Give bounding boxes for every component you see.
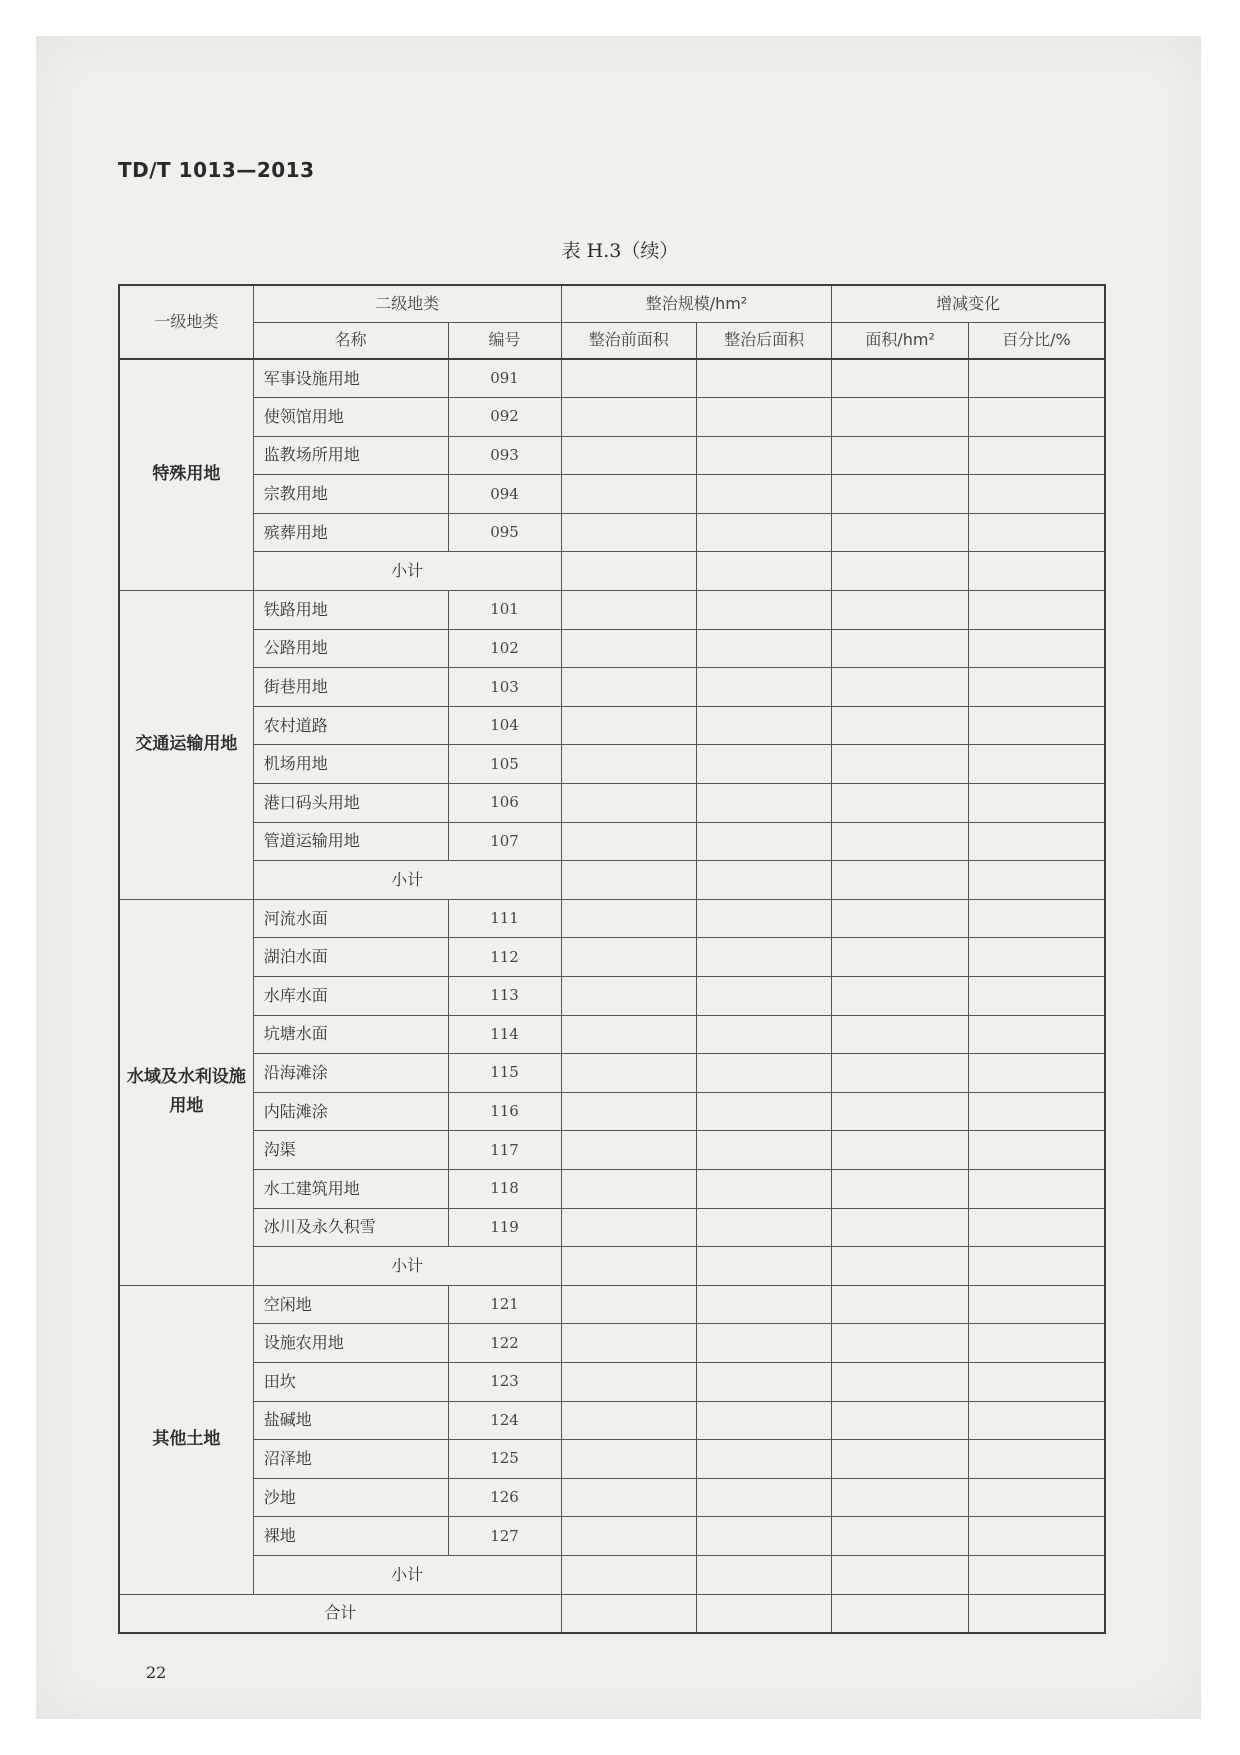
after-area-cell <box>696 1092 831 1131</box>
change-area-cell <box>832 591 969 630</box>
after-area-cell <box>696 1054 831 1093</box>
header-change-area: 面积/hm² <box>832 322 969 359</box>
before-area-cell <box>561 1247 696 1286</box>
change-percent-cell <box>968 1054 1105 1093</box>
change-percent-cell <box>968 629 1105 668</box>
land-name-cell: 裸地 <box>253 1517 448 1556</box>
subtotal-label: 小计 <box>253 1555 561 1594</box>
after-area-cell <box>696 938 831 977</box>
after-area-cell <box>696 1594 831 1633</box>
before-area-cell <box>561 1324 696 1363</box>
table-row <box>119 591 1105 630</box>
after-area-cell <box>696 475 831 514</box>
change-percent-cell <box>968 706 1105 745</box>
before-area-cell <box>561 1131 696 1170</box>
after-area-cell <box>696 1555 831 1594</box>
land-name-cell: 水库水面 <box>253 977 448 1016</box>
header-name: 名称 <box>253 322 448 359</box>
change-percent-cell <box>968 938 1105 977</box>
land-code-cell: 105 <box>448 745 561 784</box>
land-code-cell: 091 <box>448 359 561 398</box>
before-area-cell <box>561 1054 696 1093</box>
land-code-cell: 118 <box>448 1169 561 1208</box>
land-code-cell: 093 <box>448 436 561 475</box>
change-area-cell <box>832 899 969 938</box>
after-area-cell <box>696 1517 831 1556</box>
before-area-cell <box>561 1555 696 1594</box>
before-area-cell <box>561 784 696 823</box>
land-name-cell: 水工建筑用地 <box>253 1169 448 1208</box>
table-row <box>119 475 1105 514</box>
table-row <box>119 359 1105 398</box>
table-row <box>119 1054 1105 1093</box>
after-area-cell <box>696 1285 831 1324</box>
change-area-cell <box>832 977 969 1016</box>
land-name-cell: 机场用地 <box>253 745 448 784</box>
change-percent-cell <box>968 398 1105 437</box>
total-row <box>119 1594 1105 1633</box>
land-name-cell: 公路用地 <box>253 629 448 668</box>
header-row-2 <box>119 322 1105 359</box>
change-percent-cell <box>968 1092 1105 1131</box>
land-name-cell: 铁路用地 <box>253 591 448 630</box>
land-code-cell: 126 <box>448 1478 561 1517</box>
before-area-cell <box>561 398 696 437</box>
after-area-cell <box>696 1131 831 1170</box>
change-percent-cell <box>968 977 1105 1016</box>
land-name-cell: 坑塘水面 <box>253 1015 448 1054</box>
table-row <box>119 1362 1105 1401</box>
change-percent-cell <box>968 1015 1105 1054</box>
category-cell: 交通运输用地 <box>119 591 253 900</box>
after-area-cell <box>696 706 831 745</box>
land-code-cell: 106 <box>448 784 561 823</box>
change-area-cell <box>832 1517 969 1556</box>
header-before-area: 整治前面积 <box>561 322 696 359</box>
after-area-cell <box>696 822 831 861</box>
before-area-cell <box>561 359 696 398</box>
change-area-cell <box>832 706 969 745</box>
change-area-cell <box>832 1440 969 1479</box>
before-area-cell <box>561 1092 696 1131</box>
land-code-cell: 122 <box>448 1324 561 1363</box>
land-code-cell: 092 <box>448 398 561 437</box>
change-area-cell <box>832 745 969 784</box>
after-area-cell <box>696 629 831 668</box>
change-percent-cell <box>968 1517 1105 1556</box>
before-area-cell <box>561 475 696 514</box>
table-row <box>119 436 1105 475</box>
after-area-cell <box>696 1440 831 1479</box>
before-area-cell <box>561 1478 696 1517</box>
land-name-cell: 田坎 <box>253 1362 448 1401</box>
subtotal-row <box>119 552 1105 591</box>
change-area-cell <box>832 398 969 437</box>
after-area-cell <box>696 668 831 707</box>
change-percent-cell <box>968 1131 1105 1170</box>
after-area-cell <box>696 591 831 630</box>
header-level1: 一级地类 <box>119 285 253 359</box>
after-area-cell <box>696 1169 831 1208</box>
after-area-cell <box>696 1401 831 1440</box>
page-number: 22 <box>146 1663 167 1682</box>
table-row <box>119 398 1105 437</box>
subtotal-label: 小计 <box>253 1247 561 1286</box>
subtotal-label: 小计 <box>253 552 561 591</box>
change-percent-cell <box>968 1440 1105 1479</box>
land-code-cell: 119 <box>448 1208 561 1247</box>
before-area-cell <box>561 1594 696 1633</box>
table-row <box>119 1131 1105 1170</box>
table-row <box>119 745 1105 784</box>
after-area-cell <box>696 513 831 552</box>
change-area-cell <box>832 1594 969 1633</box>
land-use-table <box>118 284 1106 1634</box>
table-row <box>119 1015 1105 1054</box>
land-name-cell: 湖泊水面 <box>253 938 448 977</box>
before-area-cell <box>561 899 696 938</box>
change-percent-cell <box>968 1594 1105 1633</box>
change-area-cell <box>832 822 969 861</box>
change-percent-cell <box>968 1324 1105 1363</box>
change-percent-cell <box>968 1247 1105 1286</box>
change-percent-cell <box>968 745 1105 784</box>
after-area-cell <box>696 861 831 900</box>
change-area-cell <box>832 668 969 707</box>
table-row <box>119 1478 1105 1517</box>
change-area-cell <box>832 1247 969 1286</box>
land-code-cell: 125 <box>448 1440 561 1479</box>
change-area-cell <box>832 359 969 398</box>
subtotal-label: 小计 <box>253 861 561 900</box>
before-area-cell <box>561 1401 696 1440</box>
change-area-cell <box>832 1285 969 1324</box>
land-code-cell: 104 <box>448 706 561 745</box>
land-code-cell: 115 <box>448 1054 561 1093</box>
category-cell: 特殊用地 <box>119 359 253 591</box>
before-area-cell <box>561 1285 696 1324</box>
change-area-cell <box>832 861 969 900</box>
land-code-cell: 116 <box>448 1092 561 1131</box>
header-scale: 整治规模/hm² <box>561 285 832 322</box>
change-area-cell <box>832 1478 969 1517</box>
after-area-cell <box>696 552 831 591</box>
after-area-cell <box>696 359 831 398</box>
change-area-cell <box>832 784 969 823</box>
change-percent-cell <box>968 784 1105 823</box>
before-area-cell <box>561 861 696 900</box>
table-row <box>119 1324 1105 1363</box>
change-area-cell <box>832 1555 969 1594</box>
land-code-cell: 107 <box>448 822 561 861</box>
land-code-cell: 117 <box>448 1131 561 1170</box>
land-name-cell: 空闲地 <box>253 1285 448 1324</box>
category-cell: 其他土地 <box>119 1285 253 1594</box>
table-row <box>119 1401 1105 1440</box>
land-name-cell: 内陆滩涂 <box>253 1092 448 1131</box>
change-area-cell <box>832 1015 969 1054</box>
land-code-cell: 111 <box>448 899 561 938</box>
header-level2: 二级地类 <box>253 285 561 322</box>
land-name-cell: 沟渠 <box>253 1131 448 1170</box>
before-area-cell <box>561 1362 696 1401</box>
table-row <box>119 629 1105 668</box>
header-after-area: 整治后面积 <box>696 322 831 359</box>
table-row <box>119 784 1105 823</box>
change-area-cell <box>832 436 969 475</box>
change-percent-cell <box>968 899 1105 938</box>
land-name-cell: 农村道路 <box>253 706 448 745</box>
change-area-cell <box>832 1208 969 1247</box>
land-name-cell: 殡葬用地 <box>253 513 448 552</box>
land-name-cell: 沙地 <box>253 1478 448 1517</box>
table-row <box>119 1285 1105 1324</box>
after-area-cell <box>696 899 831 938</box>
after-area-cell <box>696 398 831 437</box>
change-percent-cell <box>968 359 1105 398</box>
land-code-cell: 095 <box>448 513 561 552</box>
change-percent-cell <box>968 1555 1105 1594</box>
before-area-cell <box>561 1015 696 1054</box>
change-area-cell <box>832 1324 969 1363</box>
before-area-cell <box>561 436 696 475</box>
table-row <box>119 1440 1105 1479</box>
change-percent-cell <box>968 1478 1105 1517</box>
land-name-cell: 宗教用地 <box>253 475 448 514</box>
change-area-cell <box>832 1362 969 1401</box>
land-code-cell: 121 <box>448 1285 561 1324</box>
change-area-cell <box>832 552 969 591</box>
table-row <box>119 938 1105 977</box>
before-area-cell <box>561 552 696 591</box>
land-code-cell: 094 <box>448 475 561 514</box>
change-area-cell <box>832 513 969 552</box>
before-area-cell <box>561 1517 696 1556</box>
land-code-cell: 113 <box>448 977 561 1016</box>
change-area-cell <box>832 938 969 977</box>
before-area-cell <box>561 513 696 552</box>
change-area-cell <box>832 629 969 668</box>
change-area-cell <box>832 1092 969 1131</box>
land-name-cell: 使领馆用地 <box>253 398 448 437</box>
change-area-cell <box>832 1169 969 1208</box>
after-area-cell <box>696 1478 831 1517</box>
after-area-cell <box>696 977 831 1016</box>
land-name-cell: 冰川及永久积雪 <box>253 1208 448 1247</box>
change-percent-cell <box>968 1169 1105 1208</box>
table-row <box>119 668 1105 707</box>
table-row <box>119 1169 1105 1208</box>
change-percent-cell <box>968 591 1105 630</box>
table-row <box>119 1208 1105 1247</box>
before-area-cell <box>561 1208 696 1247</box>
table-title: 表 H.3（续） <box>561 240 679 262</box>
table-body <box>119 359 1105 1633</box>
table-row <box>119 822 1105 861</box>
table-row <box>119 1517 1105 1556</box>
change-area-cell <box>832 1054 969 1093</box>
header-code: 编号 <box>448 322 561 359</box>
table-row <box>119 899 1105 938</box>
before-area-cell <box>561 938 696 977</box>
after-area-cell <box>696 745 831 784</box>
change-area-cell <box>832 1131 969 1170</box>
change-percent-cell <box>968 1362 1105 1401</box>
land-code-cell: 124 <box>448 1401 561 1440</box>
total-label: 合计 <box>119 1594 561 1633</box>
land-name-cell: 设施农用地 <box>253 1324 448 1363</box>
table-row <box>119 977 1105 1016</box>
land-name-cell: 军事设施用地 <box>253 359 448 398</box>
before-area-cell <box>561 706 696 745</box>
after-area-cell <box>696 1362 831 1401</box>
land-code-cell: 127 <box>448 1517 561 1556</box>
land-name-cell: 管道运输用地 <box>253 822 448 861</box>
before-area-cell <box>561 977 696 1016</box>
land-name-cell: 河流水面 <box>253 899 448 938</box>
before-area-cell <box>561 629 696 668</box>
subtotal-row <box>119 861 1105 900</box>
change-percent-cell <box>968 668 1105 707</box>
header-change: 增减变化 <box>832 285 1105 322</box>
land-name-cell: 街巷用地 <box>253 668 448 707</box>
document-code: TD/T 1013—2013 <box>118 158 315 182</box>
land-name-cell: 盐碱地 <box>253 1401 448 1440</box>
before-area-cell <box>561 822 696 861</box>
change-percent-cell <box>968 436 1105 475</box>
change-percent-cell <box>968 475 1105 514</box>
change-percent-cell <box>968 822 1105 861</box>
after-area-cell <box>696 1324 831 1363</box>
after-area-cell <box>696 784 831 823</box>
header-change-percent: 百分比/% <box>968 322 1105 359</box>
land-code-cell: 102 <box>448 629 561 668</box>
after-area-cell <box>696 436 831 475</box>
before-area-cell <box>561 591 696 630</box>
table-row <box>119 513 1105 552</box>
subtotal-row <box>119 1555 1105 1594</box>
land-code-cell: 123 <box>448 1362 561 1401</box>
land-code-cell: 101 <box>448 591 561 630</box>
category-cell: 水域及水利设施用地 <box>119 899 253 1285</box>
change-percent-cell <box>968 861 1105 900</box>
after-area-cell <box>696 1208 831 1247</box>
change-area-cell <box>832 475 969 514</box>
land-name-cell: 沿海滩涂 <box>253 1054 448 1093</box>
land-name-cell: 港口码头用地 <box>253 784 448 823</box>
before-area-cell <box>561 745 696 784</box>
after-area-cell <box>696 1247 831 1286</box>
before-area-cell <box>561 1169 696 1208</box>
table-row <box>119 1092 1105 1131</box>
before-area-cell <box>561 668 696 707</box>
land-code-cell: 114 <box>448 1015 561 1054</box>
change-percent-cell <box>968 552 1105 591</box>
change-area-cell <box>832 1401 969 1440</box>
change-percent-cell <box>968 1285 1105 1324</box>
before-area-cell <box>561 1440 696 1479</box>
change-percent-cell <box>968 513 1105 552</box>
change-percent-cell <box>968 1208 1105 1247</box>
subtotal-row <box>119 1247 1105 1286</box>
header-row-1 <box>119 285 1105 322</box>
land-code-cell: 112 <box>448 938 561 977</box>
land-code-cell: 103 <box>448 668 561 707</box>
after-area-cell <box>696 1015 831 1054</box>
table-row <box>119 706 1105 745</box>
land-name-cell: 监教场所用地 <box>253 436 448 475</box>
change-percent-cell <box>968 1401 1105 1440</box>
land-name-cell: 沼泽地 <box>253 1440 448 1479</box>
